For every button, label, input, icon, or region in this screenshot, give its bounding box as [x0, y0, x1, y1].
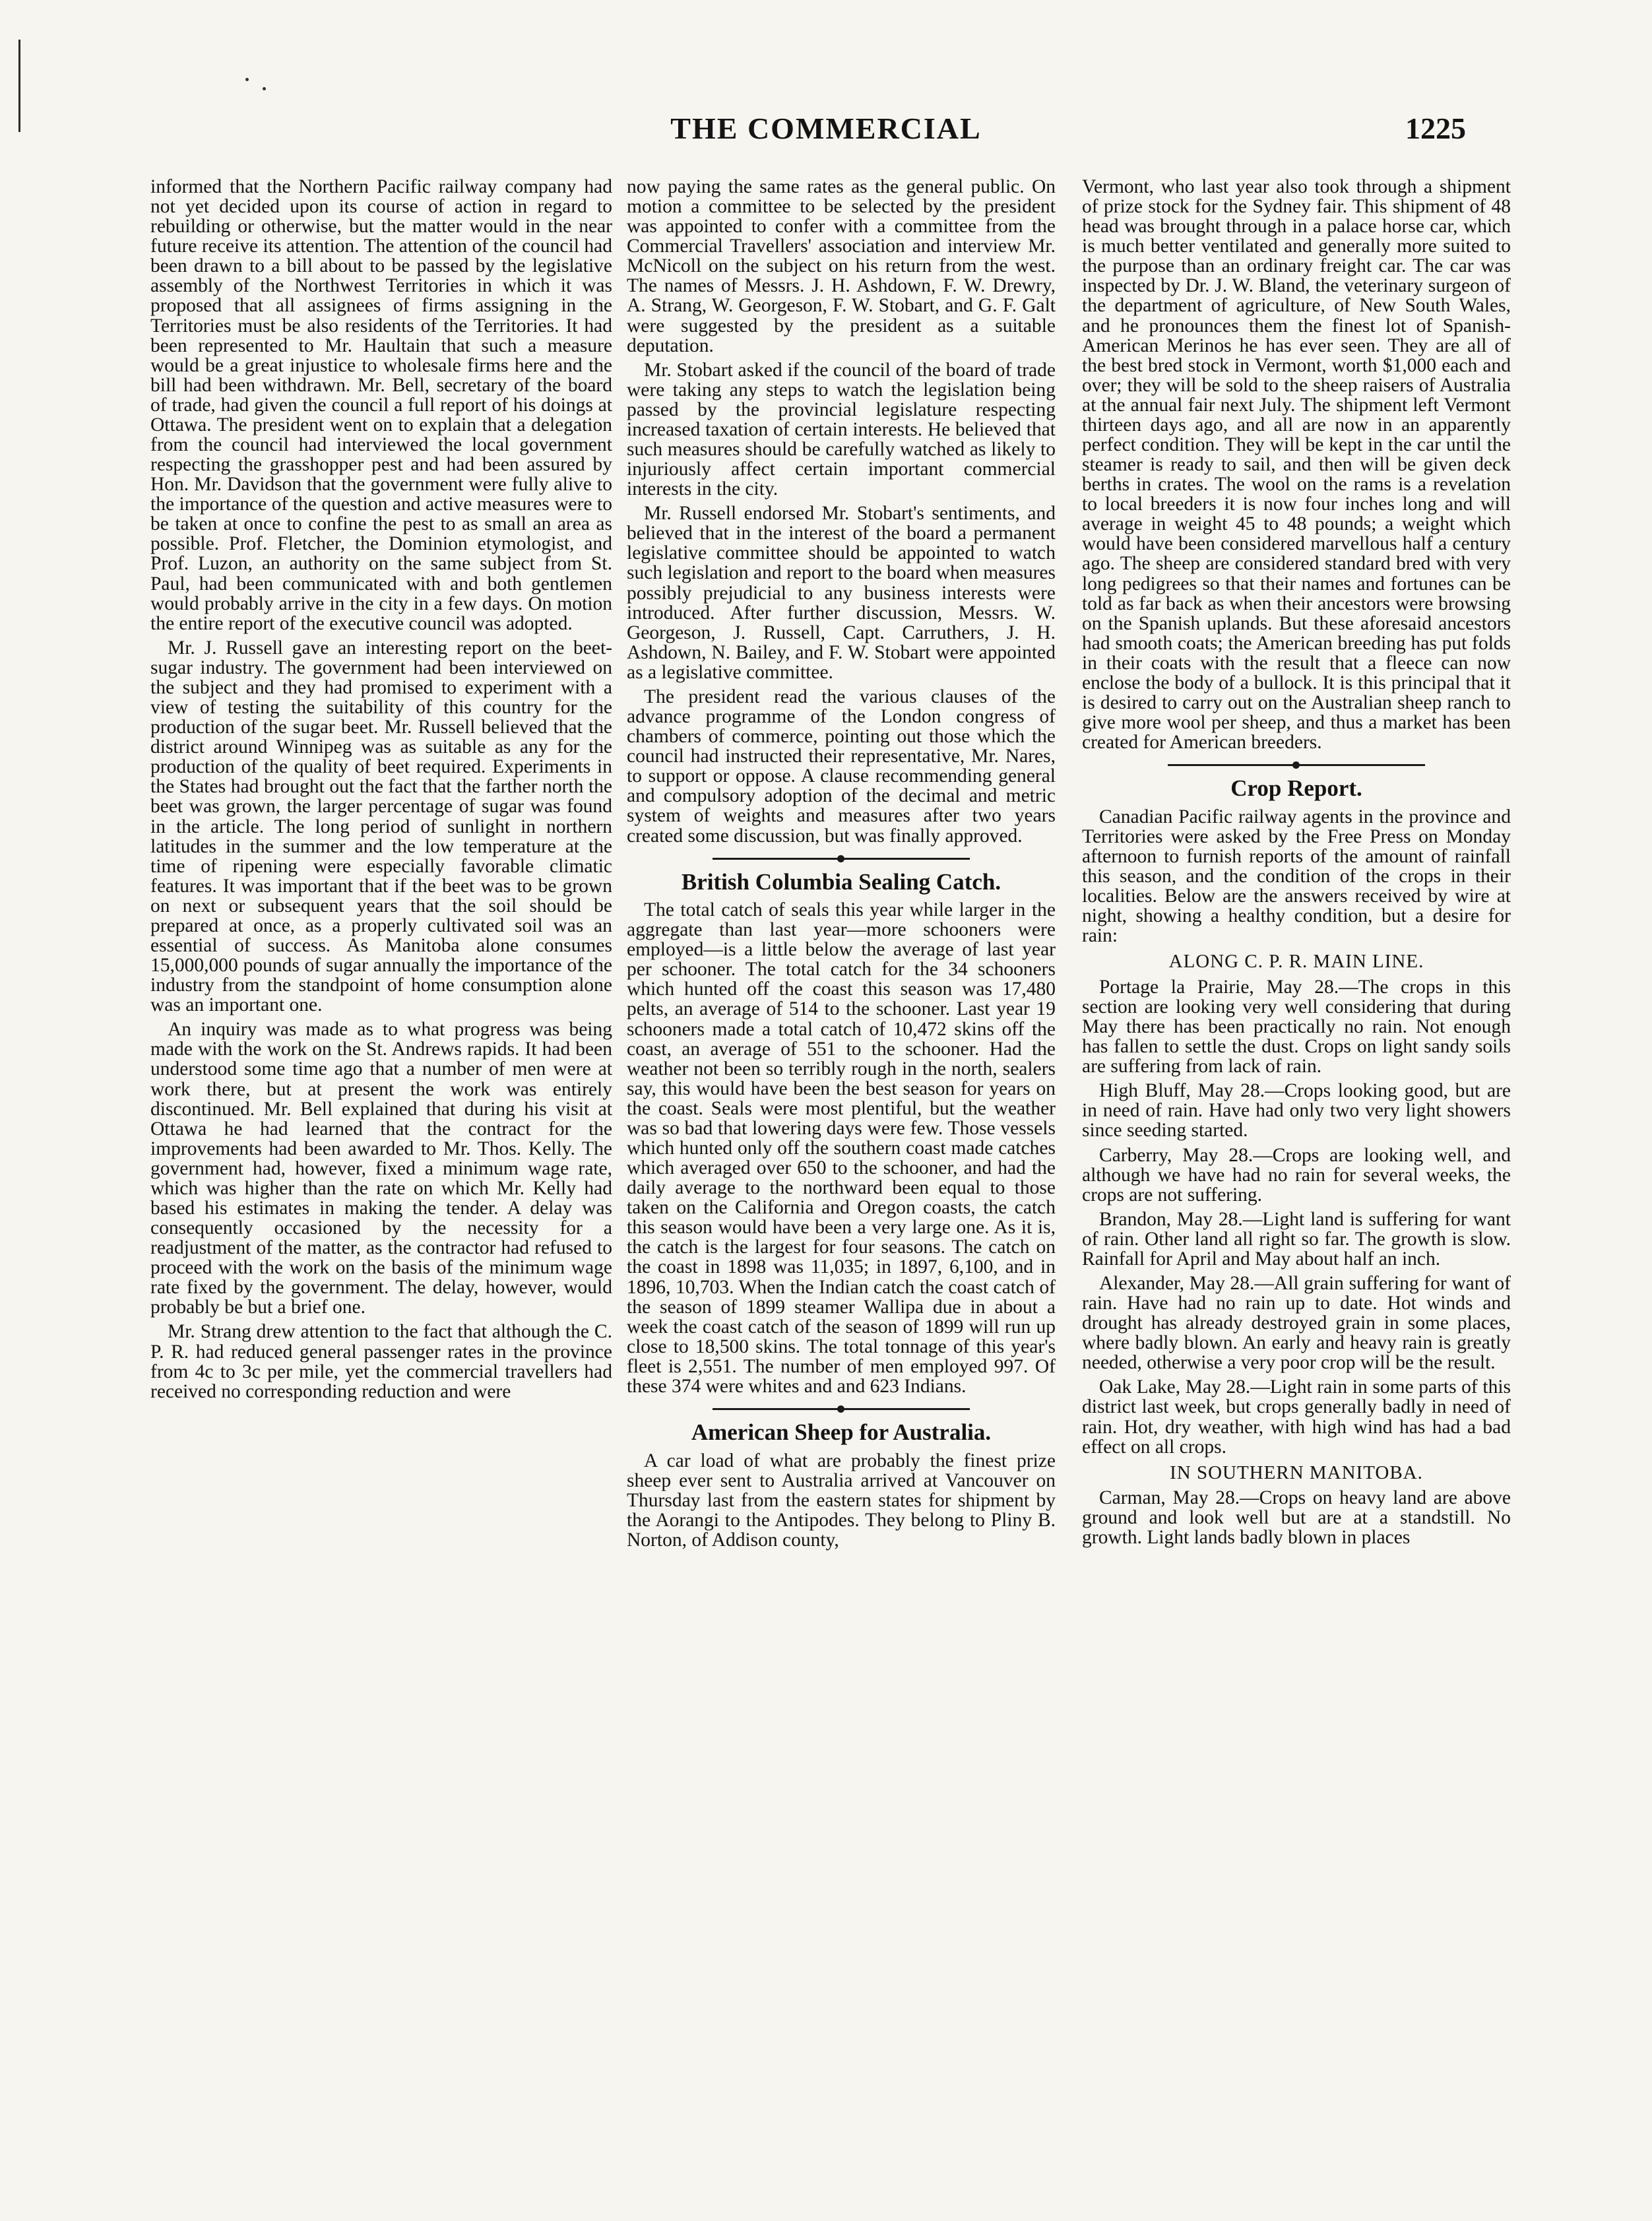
headline-american-sheep: American Sheep for Australia.	[691, 1419, 992, 1446]
article-paragraph: High Bluff, May 28.—Crops looking good, but are in need of rain. Have had only two very light showers since seeding started.	[1082, 1080, 1511, 1142]
page-number: 1225	[1405, 112, 1466, 145]
scan-speck	[245, 78, 249, 81]
article-paragraph: Canadian Pacific railway agents in the province and Territories were asked by the Free Press on Monday afternoon to furnish reports of the amount of rainfall this season, and the condition of the crops in their localities. Below are the answers received by wire at night, showing a healthy condition, but a desire for rain:	[1082, 806, 1511, 947]
column-2	[627, 177, 1056, 2175]
article-paragraph: Vermont, who last year also took through a shipment of prize stock for the Sydney fair. This shipment of 48 head was brought through in a palace horse car, which is much better ventilated and generally more suited to the purpose than an ordinary freight car. The car was inspected by Dr. J. W. Bland, the veterinary surgeon of the department of agriculture, of New South Wales, and he pronounces them the finest lot of Spanish-American Merinos he has ever seen. They are all of the best bred stock in Vermont, worth $1,000 each and over; they will be sold to the sheep raisers of Australia at the annual fair next July. The shipment left Vermont thirteen days ago, and all are now in an apparently perfect condition. They will be kept in the car until the steamer is ready to sail, and then will be given deck berths in crates. The wool on the rams is a revelation to local breeders it is now four inches long and will average in weight 45 to 48 pounds; a weight which would have been considered marvellous half a century ago. The sheep are considered standard bred with very long pedigrees so that their names and fortunes can be told as far back as when their ancestors were browsing on the Spanish uplands. But these aforesaid ancestors had smooth coats; the American breeding has put folds in their coats with the result that a fleece can now enclose the body of a bullock. It is this principal that it is desired to carry out on the Australian sheep ranch to give more wool per sheep, and thus a market has been created for American breeders.	[1082, 177, 1511, 754]
column-1	[150, 177, 612, 2175]
article-paragraph: informed that the Northern Pacific railway company had not yet decided upon its course of action in regard to rebuilding or otherwise, but the matter would in the near future receive its attention. The attention of the council had been drawn to a bill about to be passed by the legislative assembly of the Northwest Territories in which it was proposed that all assignees of firms assigning in the Territories must be also residents of the Territories. It had been represented to Mr. Haultain that such a measure would be a great injustice to wholesale firms here and the bill had been withdrawn. Mr. Bell, secretary of the board of trade, had given the council a full report of his doings at Ottawa. The president went on to explain that a delegation from the council had interviewed the local government respecting the grasshopper pest and had been assured by Hon. Mr. Davidson that the government were fully alive to the importance of the question and active measures were to be taken at once to confine the pest to as small an area as possible. Prof. Fletcher, the Dominion etymologist, and Prof. Luzon, an authority on the same subject from St. Paul, had been communicated with and both gentlemen would probably arrive in the city in a few days. On motion the entire report of the executive council was adopted.	[150, 177, 612, 634]
section-divider	[713, 1404, 970, 1413]
article-paragraph: Brandon, May 28.—Light land is suffering for want of rain. Other land all right so far. The growth is slow. Rainfall for April and May about half an inch.	[1082, 1208, 1511, 1270]
section-divider	[1168, 760, 1425, 769]
article-paragraph: now paying the same rates as the general public. On motion a committee to be selected by the president was appointed to confer with a committee from the Commercial Travellers' association and interview Mr. McNicoll on the subject on his return from the west. The names of Messrs. J. H. Ashdown, F. W. Drewry, A. Strang, W. Georgeson, F. W. Stobart, and G. F. Galt were suggested by the president as a suitable deputation.	[627, 177, 1056, 356]
article-paragraph: Mr. Stobart asked if the council of the board of trade were taking any steps to watch the legislation being passed by the provincial legislature respecting increased taxation of certain interests. He believed that such measures should be carefully watched as likely to injuriously affect certain important commercial interests in the city.	[627, 359, 1056, 500]
article-paragraph: Mr. Strang drew attention to the fact that although the C. P. R. had reduced general passenger rates in the province from 4c to 3c per mile, yet the commercial travellers had received no corresponding reduction and were	[150, 1321, 612, 1402]
article-paragraph: An inquiry was made as to what progress was being made with the work on the St. Andrews rapids. It had been understood some time ago that a number of men were at work there, but at present the work was entirely discontinued. Mr. Bell explained that during his visit at Ottawa he had learned that the contract for the improvements had been awarded to Mr. Thos. Kelly. The government had, however, fixed a minimum wage rate, which was higher than the rate on which Mr. Kelly had based his estimates in making the tender. A delay was consequently occasioned by the necessity for a readjustment of the matter, as the contractor had refused to proceed with the work on the basis of the minimum wage rate fixed by the government. The delay, however, would probably be but a brief one.	[150, 1019, 612, 1318]
scan-speck	[263, 87, 266, 90]
masthead	[0, 111, 1652, 164]
subheading-southern-manitoba: IN SOUTHERN MANITOBA.	[1170, 1462, 1423, 1483]
article-paragraph: Carberry, May 28.—Crops are looking well, and although we have had no rain for several weeks, the crops are not suffering.	[1082, 1144, 1511, 1206]
column-3	[1082, 177, 1511, 2175]
article-paragraph: Portage la Prairie, May 28.—The crops in this section are looking very well considering that during May there has been practically no rain. Not enough has fallen to settle the dust. Crops on light sandy soils are suffering from lack of rain.	[1082, 976, 1511, 1078]
publication-title: THE COMMERCIAL	[670, 112, 982, 145]
article-paragraph: Mr. Russell endorsed Mr. Stobart's sentiments, and believed that in the interest of the board a permanent legislative committee should be appointed to watch such legislation and report to the board when measures possibly prejudicial to any business interests were introduced. After further discussion, Messrs. W. Georgeson, J. Russell, Capt. Carruthers, J. H. Ashdown, N. Bailey, and F. W. Stobart were appointed as a legislative committee.	[627, 503, 1056, 683]
subheading-main-line: ALONG C. P. R. MAIN LINE.	[1168, 951, 1424, 973]
article-paragraph: The total catch of seals this year while larger in the aggregate than last year—more schooners were employed—is a little below the average of last year per schooner. The total catch for the 34 schooners which hunted off the coast this season was 17,480 pelts, an average of 514 to the schooner. Last year 19 schooners made a total catch of 10,472 skins off the coast, an average of 551 to the schooner. Had the weather not been so terribly rough in the north, sealers say, this would have been the best season for years on the coast. Seals were most plentiful, but the weather was so bad that lowering days were few. Those vessels which hunted only off the southern coast made catches which averaged over 650 to the schooner, and had the daily average to the northward been equal to those taken on the California and Oregon coasts, the catch this season would have been a very large one. As it is, the catch is the largest for four seasons. The catch on the coast in 1898 was 11,035; in 1897, 6,100, and in 1896, 10,703. When the Indian catch the coast catch of the season of 1899 steamer Wallipa due in about a week the coast catch of the season of 1899 will run up close to 18,500 skins. The total tonnage of this year's fleet is 2,551. The number of men employed 997. Of these 374 were whites and and 623 Indians.	[627, 899, 1056, 1397]
article-paragraph: Mr. J. Russell gave an interesting report on the beet-sugar industry. The government had been interviewed on the subject and they had promised to experiment with a view of testing the suitability of this country for the production of the sugar beet. Mr. Russell believed that the district around Winnipeg was as suitable as any for the production of the quality of beet required. Experiments in the States had brought out the fact that the farther north the beet was grown, the larger percentage of sugar was found in the article. The long period of sunlight in northern latitudes in the summer and the low temperature at the time of ripening were especially favorable climatic features. It was important that if the beet was to be grown on next or subsequent years that the soil should be prepared at once, as a properly cultivated soil was an essential of success. As Manitoba alone consumes 15,000,000 pounds of sugar annually the importance of the industry from the standpoint of home consumption alone was an important one.	[150, 637, 612, 1016]
article-paragraph: Oak Lake, May 28.—Light rain in some parts of this district last week, but crops generally badly in need of rain. Hot, dry weather, with high wind has had a bad effect on all crops.	[1082, 1376, 1511, 1458]
headline-sealing-catch: British Columbia Sealing Catch.	[681, 868, 1001, 895]
article-paragraph: Carman, May 28.—Crops on heavy land are above ground and look well but are at a standstill. No growth. Light lands badly blown in places	[1082, 1487, 1511, 1549]
article-paragraph: Alexander, May 28.—All grain suffering for want of rain. Have had no rain up to date. Hot winds and drought has already destroyed grain in some places, where badly blown. An early and heavy rain is greatly needed, otherwise a very poor crop will be the result.	[1082, 1272, 1511, 1374]
section-divider	[713, 854, 970, 863]
headline-crop-report: Crop Report.	[1230, 775, 1362, 802]
article-paragraph: The president read the various clauses of the advance programme of the London congress of chambers of commerce, pointing out those which the council had instructed their representative, Mr. Nares, to support or oppose. A clause recommending general and compulsory adoption of the decimal and metric system of weights and measures after two years created some discussion, but was finally approved.	[627, 686, 1056, 847]
article-paragraph: A car load of what are probably the finest prize sheep ever sent to Australia arrived at Vancouver on Thursday last from the eastern states for shipment by the Aorangi to the Antipodes. They belong to Pliny B. Norton, of Addison county,	[627, 1450, 1056, 1551]
